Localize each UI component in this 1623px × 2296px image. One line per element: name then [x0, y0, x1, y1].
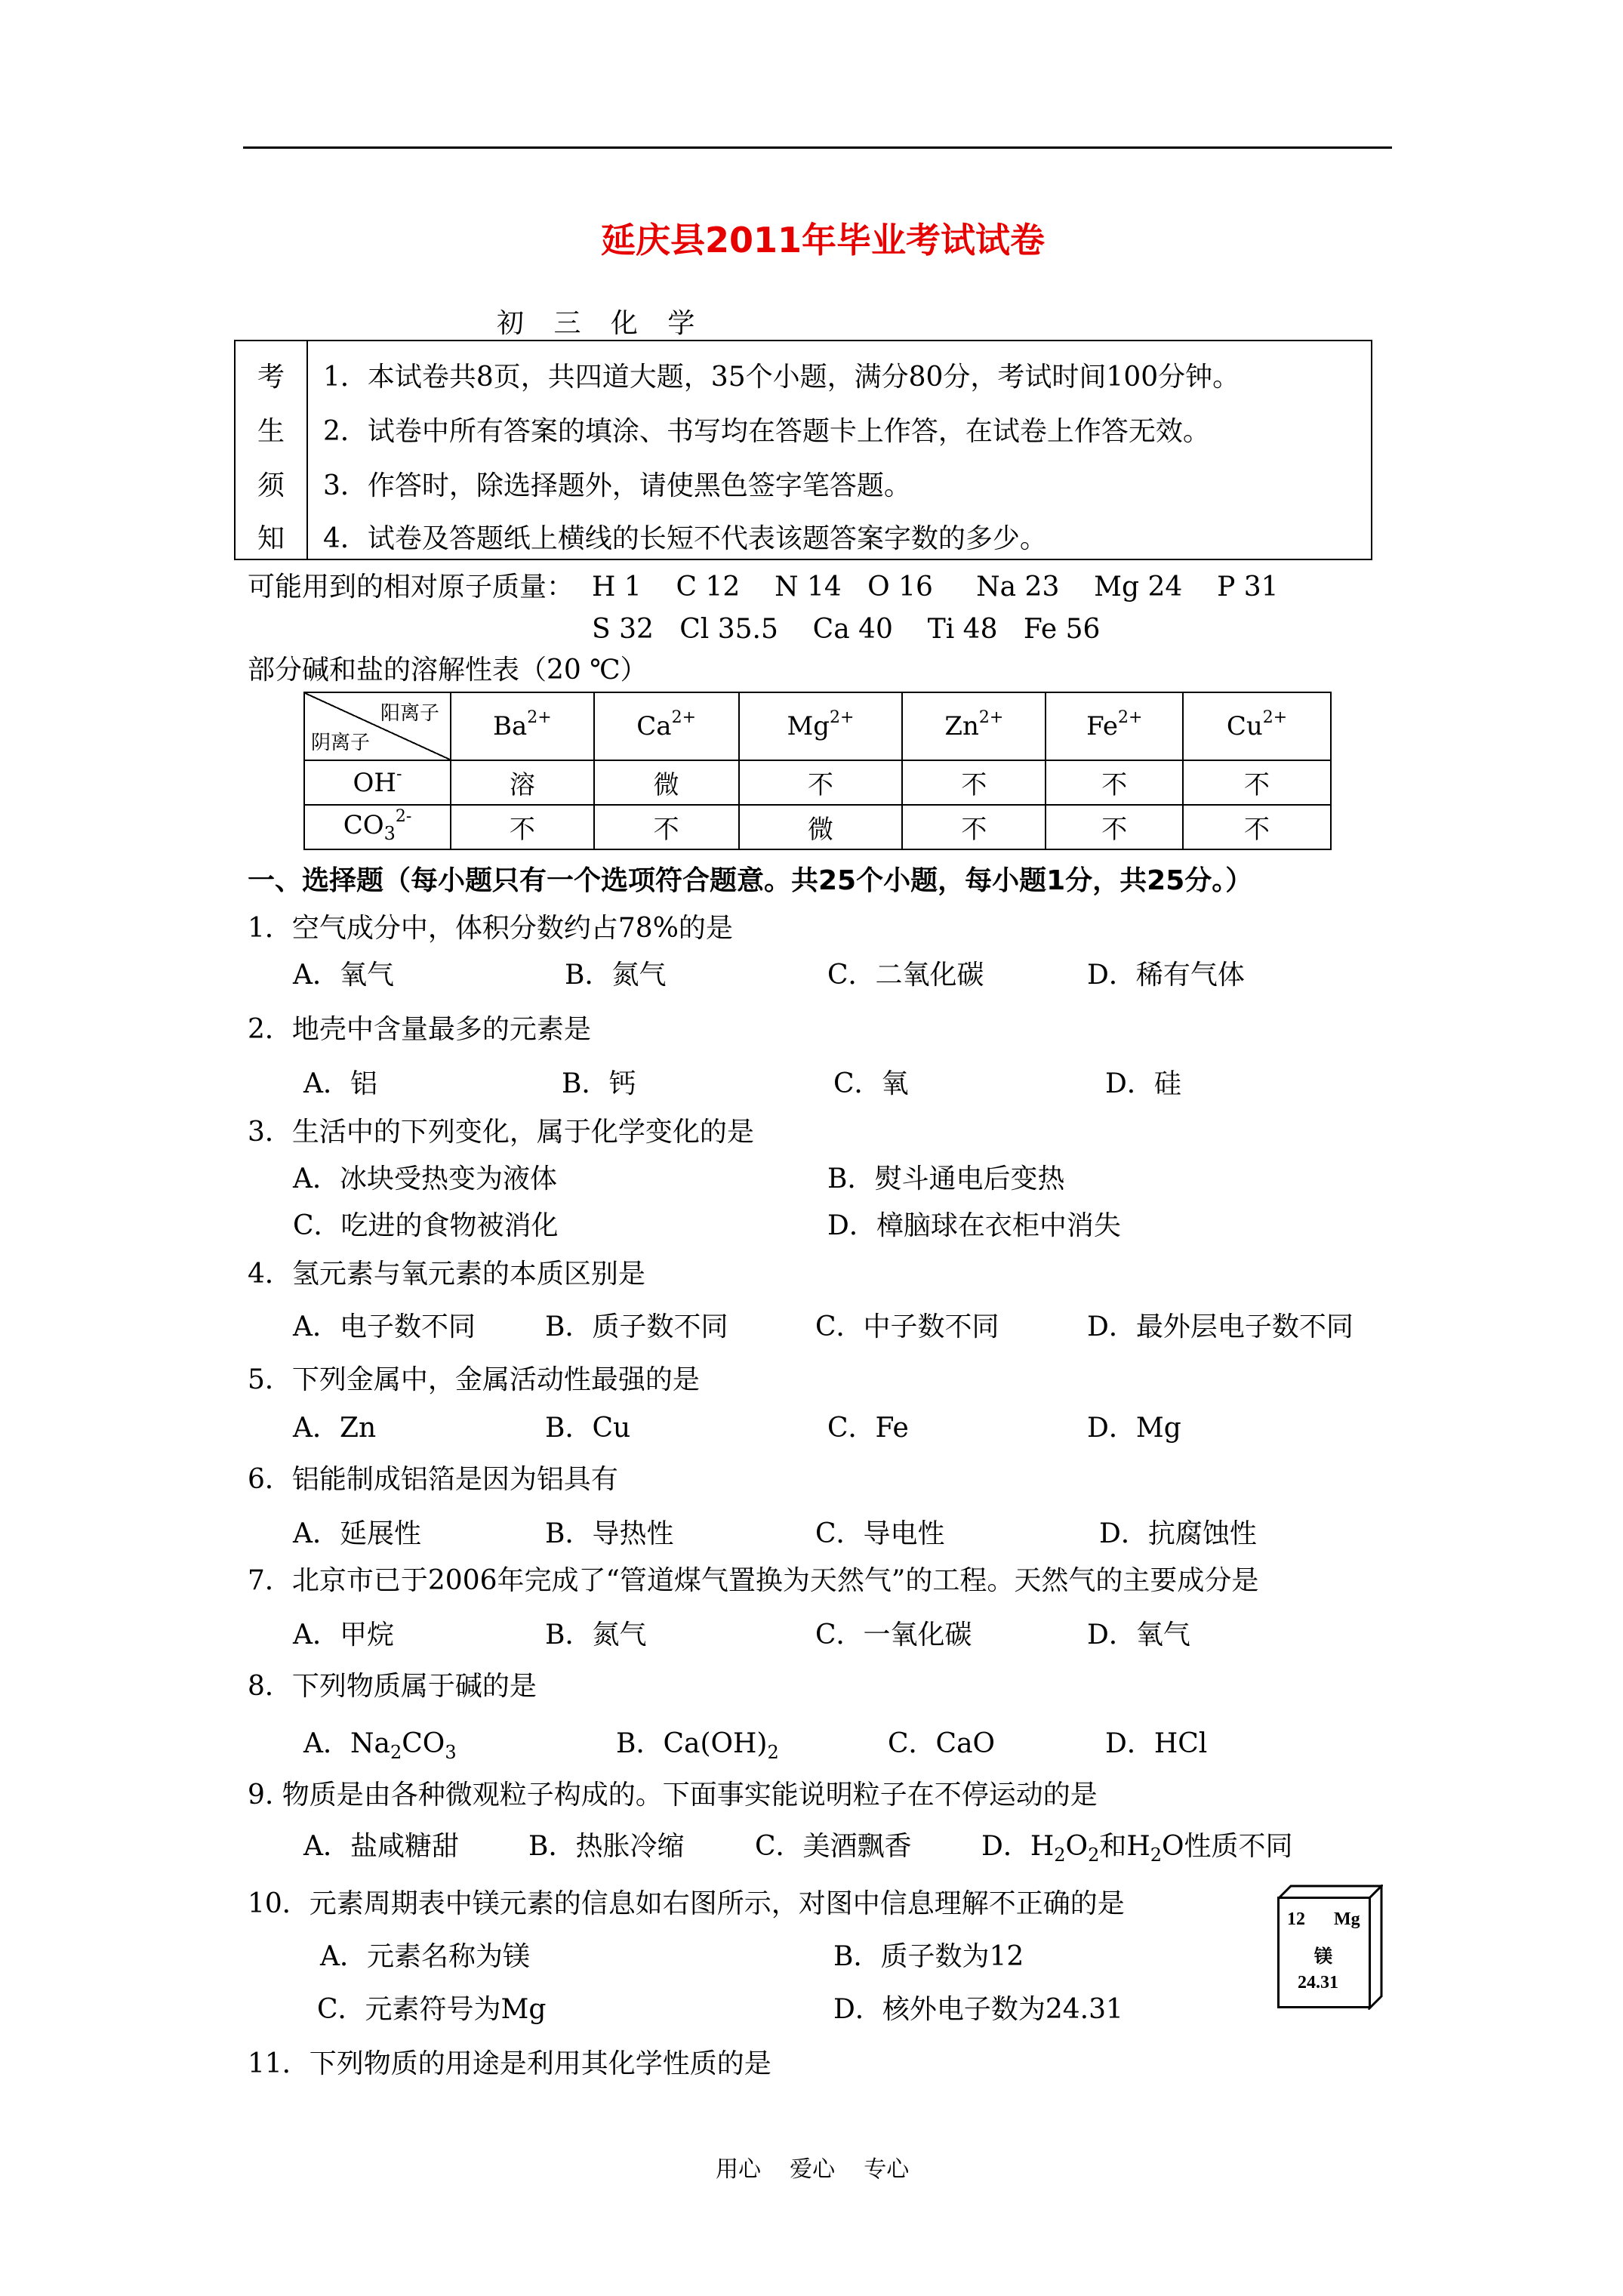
option-c[interactable]: C．Fe [827, 1413, 909, 1444]
anion-cell [304, 760, 451, 805]
option-text: D．H [981, 1831, 1055, 1862]
option-b[interactable]: B．热胀冷缩 [528, 1831, 685, 1862]
option-b[interactable]: B．质子数为12 [833, 1941, 1024, 1972]
question-stem: 3．生活中的下列变化，属于化学变化的是 [248, 1117, 754, 1148]
cation-charge: 2+ [978, 708, 1004, 727]
option-text: A．Na [303, 1728, 390, 1759]
option-d[interactable] [981, 1830, 1293, 1872]
solubility-table [303, 692, 1332, 850]
cation-charge: 2+ [830, 708, 855, 727]
option-b[interactable]: B．Cu [545, 1413, 631, 1444]
question-stem: 4．氢元素与氧元素的本质区别是 [248, 1259, 645, 1290]
solubility-cell: 不 [1046, 805, 1183, 849]
option-d[interactable]: D．樟脑球在衣柜中消失 [827, 1210, 1121, 1241]
section-heading: 一、选择题（每小题只有一个选项符合题意。共25个小题，每小题1分，共25分。） [248, 865, 1253, 896]
option-a[interactable]: A．电子数不同 [293, 1311, 476, 1342]
option-a[interactable]: A．元素名称为镁 [320, 1941, 530, 1972]
question-stem: 6．铝能制成铝箔是因为铝具有 [248, 1464, 618, 1495]
option-b[interactable]: B．氮气 [545, 1620, 647, 1650]
solubility-cell: 不 [1046, 760, 1183, 805]
option-c[interactable]: C．元素符号为Mg [317, 1994, 547, 2025]
option-a[interactable]: A．冰块受热变为液体 [293, 1163, 557, 1194]
option-d[interactable]: D．稀有气体 [1087, 960, 1245, 991]
option-a[interactable]: A．氧气 [293, 960, 394, 991]
option-b[interactable]: B．钙 [562, 1068, 636, 1099]
tile-face [1277, 1897, 1371, 2008]
option-d[interactable]: D．核外电子数为24.31 [833, 1994, 1123, 2025]
option-b[interactable]: B．质子数不同 [545, 1311, 728, 1342]
question-stem: 1．空气成分中，体积分数约占78%的是 [248, 913, 733, 944]
cation-charge: 2+ [671, 708, 697, 727]
notice-label: 生 [257, 416, 285, 447]
anion-header-label: 阴离子 [311, 732, 371, 754]
option-c[interactable]: C．一氧化碳 [815, 1620, 972, 1650]
solubility-cell: 不 [739, 760, 903, 805]
option-c[interactable]: C．美酒飘香 [755, 1831, 912, 1862]
header-rule [243, 146, 1392, 149]
notice-label: 知 [257, 523, 285, 554]
cation-charge: 2+ [1117, 708, 1143, 727]
cation-cell [902, 692, 1046, 760]
solubility-cell: 微 [594, 760, 739, 805]
solubility-cell: 不 [451, 805, 594, 849]
solubility-cell: 溶 [451, 760, 594, 805]
formula-subscript: 2 [1054, 1845, 1066, 1866]
option-b[interactable]: B．氮气 [565, 960, 667, 991]
notice-item: 4．试卷及答题纸上横线的长短不代表该题答案字数的多少。 [323, 523, 1047, 554]
cation-cell [594, 692, 739, 760]
page-title: 延庆县2011年毕业考试试卷 [601, 220, 1046, 260]
option-c[interactable]: C．CaO [888, 1728, 996, 1759]
cation-symbol: Fe [1086, 711, 1118, 741]
formula-subscript: 2 [1150, 1845, 1163, 1866]
cation-symbol: Mg [787, 711, 830, 741]
anion-symbol: CO [343, 810, 384, 841]
cation-charge: 2+ [527, 708, 552, 727]
formula-text: 和H [1099, 1831, 1150, 1862]
magnesium-element-tile [1277, 1885, 1383, 2010]
formula-text: CO [402, 1728, 445, 1759]
solubility-cell: 微 [739, 805, 903, 849]
option-a[interactable]: A．甲烷 [293, 1620, 394, 1650]
option-a[interactable]: A．Zn [293, 1413, 377, 1444]
option-d[interactable]: D．HCl [1105, 1728, 1208, 1759]
formula-text: O [1065, 1831, 1089, 1862]
solubility-cell: 不 [902, 760, 1046, 805]
exam-notice-box [234, 340, 1372, 560]
question-stem: 5．下列金属中，金属活动性最强的是 [248, 1364, 700, 1395]
atomic-number: 12 [1287, 1909, 1305, 1929]
option-d[interactable]: D．Mg [1087, 1413, 1181, 1444]
question-stem: 10．元素周期表中镁元素的信息如右图所示，对图中信息理解不正确的是 [248, 1888, 1125, 1919]
option-c[interactable]: C．中子数不同 [815, 1311, 999, 1342]
page-subtitle: 初 三 化 学 [497, 308, 706, 339]
notice-item: 3．作答时，除选择题外，请使黑色签字笔答题。 [323, 470, 911, 501]
cation-cell [1046, 692, 1183, 760]
formula-subscript: 2 [767, 1742, 779, 1764]
solubility-title: 部分碱和盐的溶解性表（20 ℃） [248, 655, 648, 686]
cation-symbol: Ca [636, 711, 672, 741]
cation-charge: 2+ [1262, 708, 1288, 727]
option-d[interactable]: D．最外层电子数不同 [1087, 1311, 1354, 1342]
question-stem: 11．下列物质的用途是利用其化学性质的是 [248, 2048, 771, 2079]
solubility-cell: 不 [594, 805, 739, 849]
option-text: B．Ca(OH) [616, 1728, 768, 1759]
solubility-cell: 不 [1183, 805, 1331, 849]
formula-subscript: 3 [445, 1742, 457, 1764]
notice-label: 须 [257, 470, 285, 501]
notice-item: 2．试卷中所有答案的填涂、书写均在答题卡上作答，在试卷上作答无效。 [323, 416, 1210, 447]
formula-subscript: 2 [1088, 1845, 1100, 1866]
option-c[interactable]: C．吃进的食物被消化 [293, 1210, 559, 1241]
option-b[interactable]: B．熨斗通电后变热 [827, 1163, 1065, 1194]
option-a[interactable]: A．铝 [303, 1068, 377, 1099]
solubility-row [304, 760, 1331, 805]
anion-subscript: 3 [383, 822, 396, 844]
page-footer: 用心 爱心 专心 [716, 2156, 910, 2183]
atomic-mass-line-1: H 1 C 12 N 14 O 16 Na 23 Mg 24 P 31 [592, 572, 1279, 603]
question-stem: 7．北京市已于2006年完成了“管道煤气置换为天然气”的工程。天然气的主要成分是 [248, 1565, 1259, 1596]
anion-charge: - [396, 764, 402, 784]
cation-cell [1183, 692, 1331, 760]
cation-cell [451, 692, 594, 760]
option-b[interactable]: B．导热性 [545, 1518, 674, 1549]
option-c[interactable]: C．导电性 [815, 1518, 945, 1549]
option-d[interactable]: D．氧气 [1087, 1620, 1190, 1650]
option-a[interactable]: A．盐咸糖甜 [303, 1831, 459, 1862]
cation-symbol: Ba [492, 711, 528, 741]
formula-text: O性质不同 [1162, 1831, 1293, 1862]
notice-label-column [236, 341, 308, 559]
anion-charge: 2- [395, 807, 412, 827]
cation-symbol: Cu [1226, 711, 1263, 741]
atomic-mass-label: 可能用到的相对原子质量： [248, 572, 574, 603]
formula-subscript: 2 [390, 1742, 402, 1764]
solubility-cell: 不 [902, 805, 1046, 849]
atomic-mass: 24.31 [1298, 1973, 1338, 1992]
question-stem: 9. 物质是由各种微观粒子构成的。下面事实能说明粒子在不停运动的是 [248, 1780, 1098, 1811]
option-c[interactable]: C．氧 [833, 1068, 909, 1099]
question-stem: 2．地壳中含量最多的元素是 [248, 1014, 591, 1045]
cation-header-label: 阳离子 [380, 702, 439, 725]
option-b[interactable] [616, 1727, 779, 1769]
question-stem: 8．下列物质属于碱的是 [248, 1671, 537, 1702]
anion-cell [304, 805, 451, 849]
anion-symbol: OH [353, 767, 397, 798]
element-symbol: Mg [1334, 1909, 1360, 1929]
element-name: 镁 [1314, 1947, 1332, 1967]
solubility-header-row [304, 692, 1331, 760]
atomic-mass-line-2: S 32 Cl 35.5 Ca 40 Ti 48 Fe 56 [592, 614, 1101, 645]
option-a[interactable]: A．延展性 [293, 1518, 421, 1549]
option-d[interactable]: D．硅 [1105, 1068, 1181, 1099]
solubility-corner-cell [304, 692, 451, 760]
notice-label: 考 [257, 362, 285, 393]
option-c[interactable]: C．二氧化碳 [827, 960, 984, 991]
solubility-cell: 不 [1183, 760, 1331, 805]
option-d[interactable]: D．抗腐蚀性 [1099, 1518, 1257, 1549]
notice-item: 1．本试卷共8页，共四道大题，35个小题，满分80分，考试时间100分钟。 [323, 362, 1240, 393]
option-a[interactable] [303, 1727, 457, 1769]
cation-symbol: Zn [944, 711, 979, 741]
cation-cell [739, 692, 903, 760]
solubility-row [304, 805, 1331, 849]
